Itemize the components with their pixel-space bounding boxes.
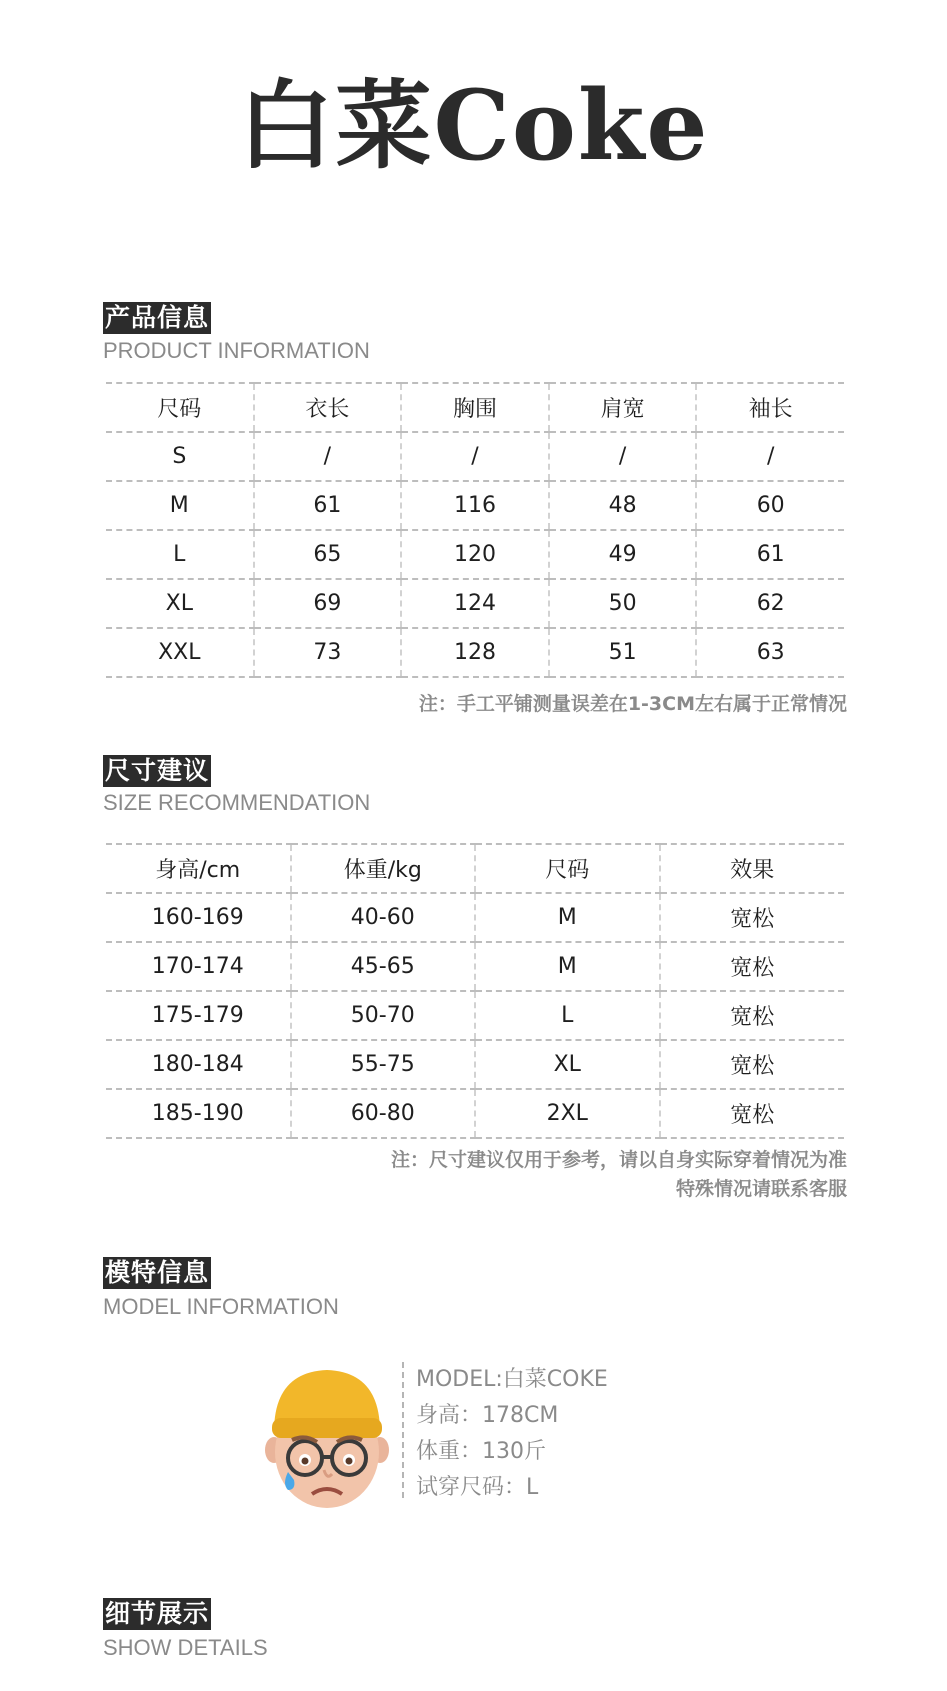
- model-details: [416, 1362, 608, 1506]
- table-cell: M: [475, 893, 660, 942]
- table-cell: 185-190: [106, 1089, 291, 1138]
- table-cell: 宽松: [660, 991, 845, 1040]
- table-cell: 宽松: [660, 1089, 845, 1138]
- size-cell: XXL: [106, 628, 254, 677]
- table-cell: 48: [549, 481, 697, 530]
- table-cell: 160-169: [106, 893, 291, 942]
- table-cell: 63: [696, 628, 844, 677]
- table-cell: 51: [549, 628, 697, 677]
- table-row: [106, 1089, 844, 1138]
- table-row: [106, 628, 844, 677]
- header-cell: 肩宽: [549, 383, 697, 432]
- size-cell: M: [106, 481, 254, 530]
- header-cell: 尺码: [475, 844, 660, 893]
- table-cell: 宽松: [660, 1040, 845, 1089]
- model-size: 试穿尺码：L: [416, 1475, 539, 1500]
- header-cell: 效果: [660, 844, 845, 893]
- brand-title: 白菜Coke: [237, 69, 710, 182]
- table-cell: 61: [696, 530, 844, 579]
- table-cell: 2XL: [475, 1089, 660, 1138]
- table-cell: /: [401, 432, 549, 481]
- table-cell: 124: [401, 579, 549, 628]
- table-cell: 61: [254, 481, 402, 530]
- size-note-line: 特殊情况请联系客服: [675, 1178, 847, 1200]
- details-title: 细节展示: [105, 1599, 210, 1628]
- header-cell: 尺码: [106, 383, 254, 432]
- product-size-table: [106, 382, 844, 678]
- table-row: [106, 1040, 844, 1089]
- table-cell: 50-70: [291, 991, 476, 1040]
- table-cell: /: [696, 432, 844, 481]
- product-info-subtitle: PRODUCT INFORMATION: [103, 338, 370, 363]
- table-cell: L: [475, 991, 660, 1040]
- memoji-avatar-icon: [262, 1362, 392, 1512]
- size-cell: S: [106, 432, 254, 481]
- model-info-title: 模特信息: [105, 1258, 210, 1287]
- table-cell: /: [254, 432, 402, 481]
- table-row: [106, 481, 844, 530]
- table-cell: 170-174: [106, 942, 291, 991]
- table-cell: /: [549, 432, 697, 481]
- size-recommendation-subtitle: SIZE RECOMMENDATION: [103, 790, 371, 815]
- table-row: [106, 991, 844, 1040]
- size-recommendation-title: 尺寸建议: [105, 756, 210, 785]
- size-recommendation-table: [106, 843, 844, 1139]
- table-row: [106, 893, 844, 942]
- header-cell: 身高/cm: [106, 844, 291, 893]
- header-cell: 体重/kg: [291, 844, 476, 893]
- table-row: [106, 530, 844, 579]
- details-subtitle: SHOW DETAILS: [103, 1635, 268, 1660]
- table-row: [106, 432, 844, 481]
- size-cell: L: [106, 530, 254, 579]
- header-cell: 衣长: [254, 383, 402, 432]
- model-weight: 体重：130斤: [416, 1439, 546, 1464]
- product-info-title: 产品信息: [105, 303, 210, 332]
- table-header-row: [106, 383, 844, 432]
- size-note: [391, 1146, 847, 1204]
- table-cell: 116: [401, 481, 549, 530]
- model-height: 身高：178CM: [416, 1403, 559, 1428]
- size-cell: XL: [106, 579, 254, 628]
- table-row: [106, 579, 844, 628]
- header-cell: 袖长: [696, 383, 844, 432]
- model-name: MODEL:白菜COKE: [416, 1367, 608, 1392]
- table-cell: 73: [254, 628, 402, 677]
- table-cell: 49: [549, 530, 697, 579]
- table-cell: M: [475, 942, 660, 991]
- measurement-note: 注：手工平铺测量误差在1-3CM左右属于正常情况: [418, 693, 847, 715]
- table-cell: 128: [401, 628, 549, 677]
- model-card: [262, 1362, 702, 1512]
- table-cell: 120: [401, 530, 549, 579]
- table-cell: 宽松: [660, 942, 845, 991]
- table-cell: 175-179: [106, 991, 291, 1040]
- table-cell: 45-65: [291, 942, 476, 991]
- table-header-row: [106, 844, 844, 893]
- table-cell: 40-60: [291, 893, 476, 942]
- table-cell: 69: [254, 579, 402, 628]
- table-cell: 180-184: [106, 1040, 291, 1089]
- table-cell: 60: [696, 481, 844, 530]
- table-cell: 50: [549, 579, 697, 628]
- table-cell: XL: [475, 1040, 660, 1089]
- model-divider: [402, 1362, 404, 1498]
- table-row: [106, 942, 844, 991]
- table-cell: 65: [254, 530, 402, 579]
- table-cell: 宽松: [660, 893, 845, 942]
- table-cell: 55-75: [291, 1040, 476, 1089]
- table-cell: 62: [696, 579, 844, 628]
- header-cell: 胸围: [401, 383, 549, 432]
- table-cell: 60-80: [291, 1089, 476, 1138]
- size-note-line: 注：尺寸建议仅用于参考，请以自身实际穿着情况为准: [390, 1149, 847, 1171]
- model-info-subtitle: MODEL INFORMATION: [103, 1294, 339, 1319]
